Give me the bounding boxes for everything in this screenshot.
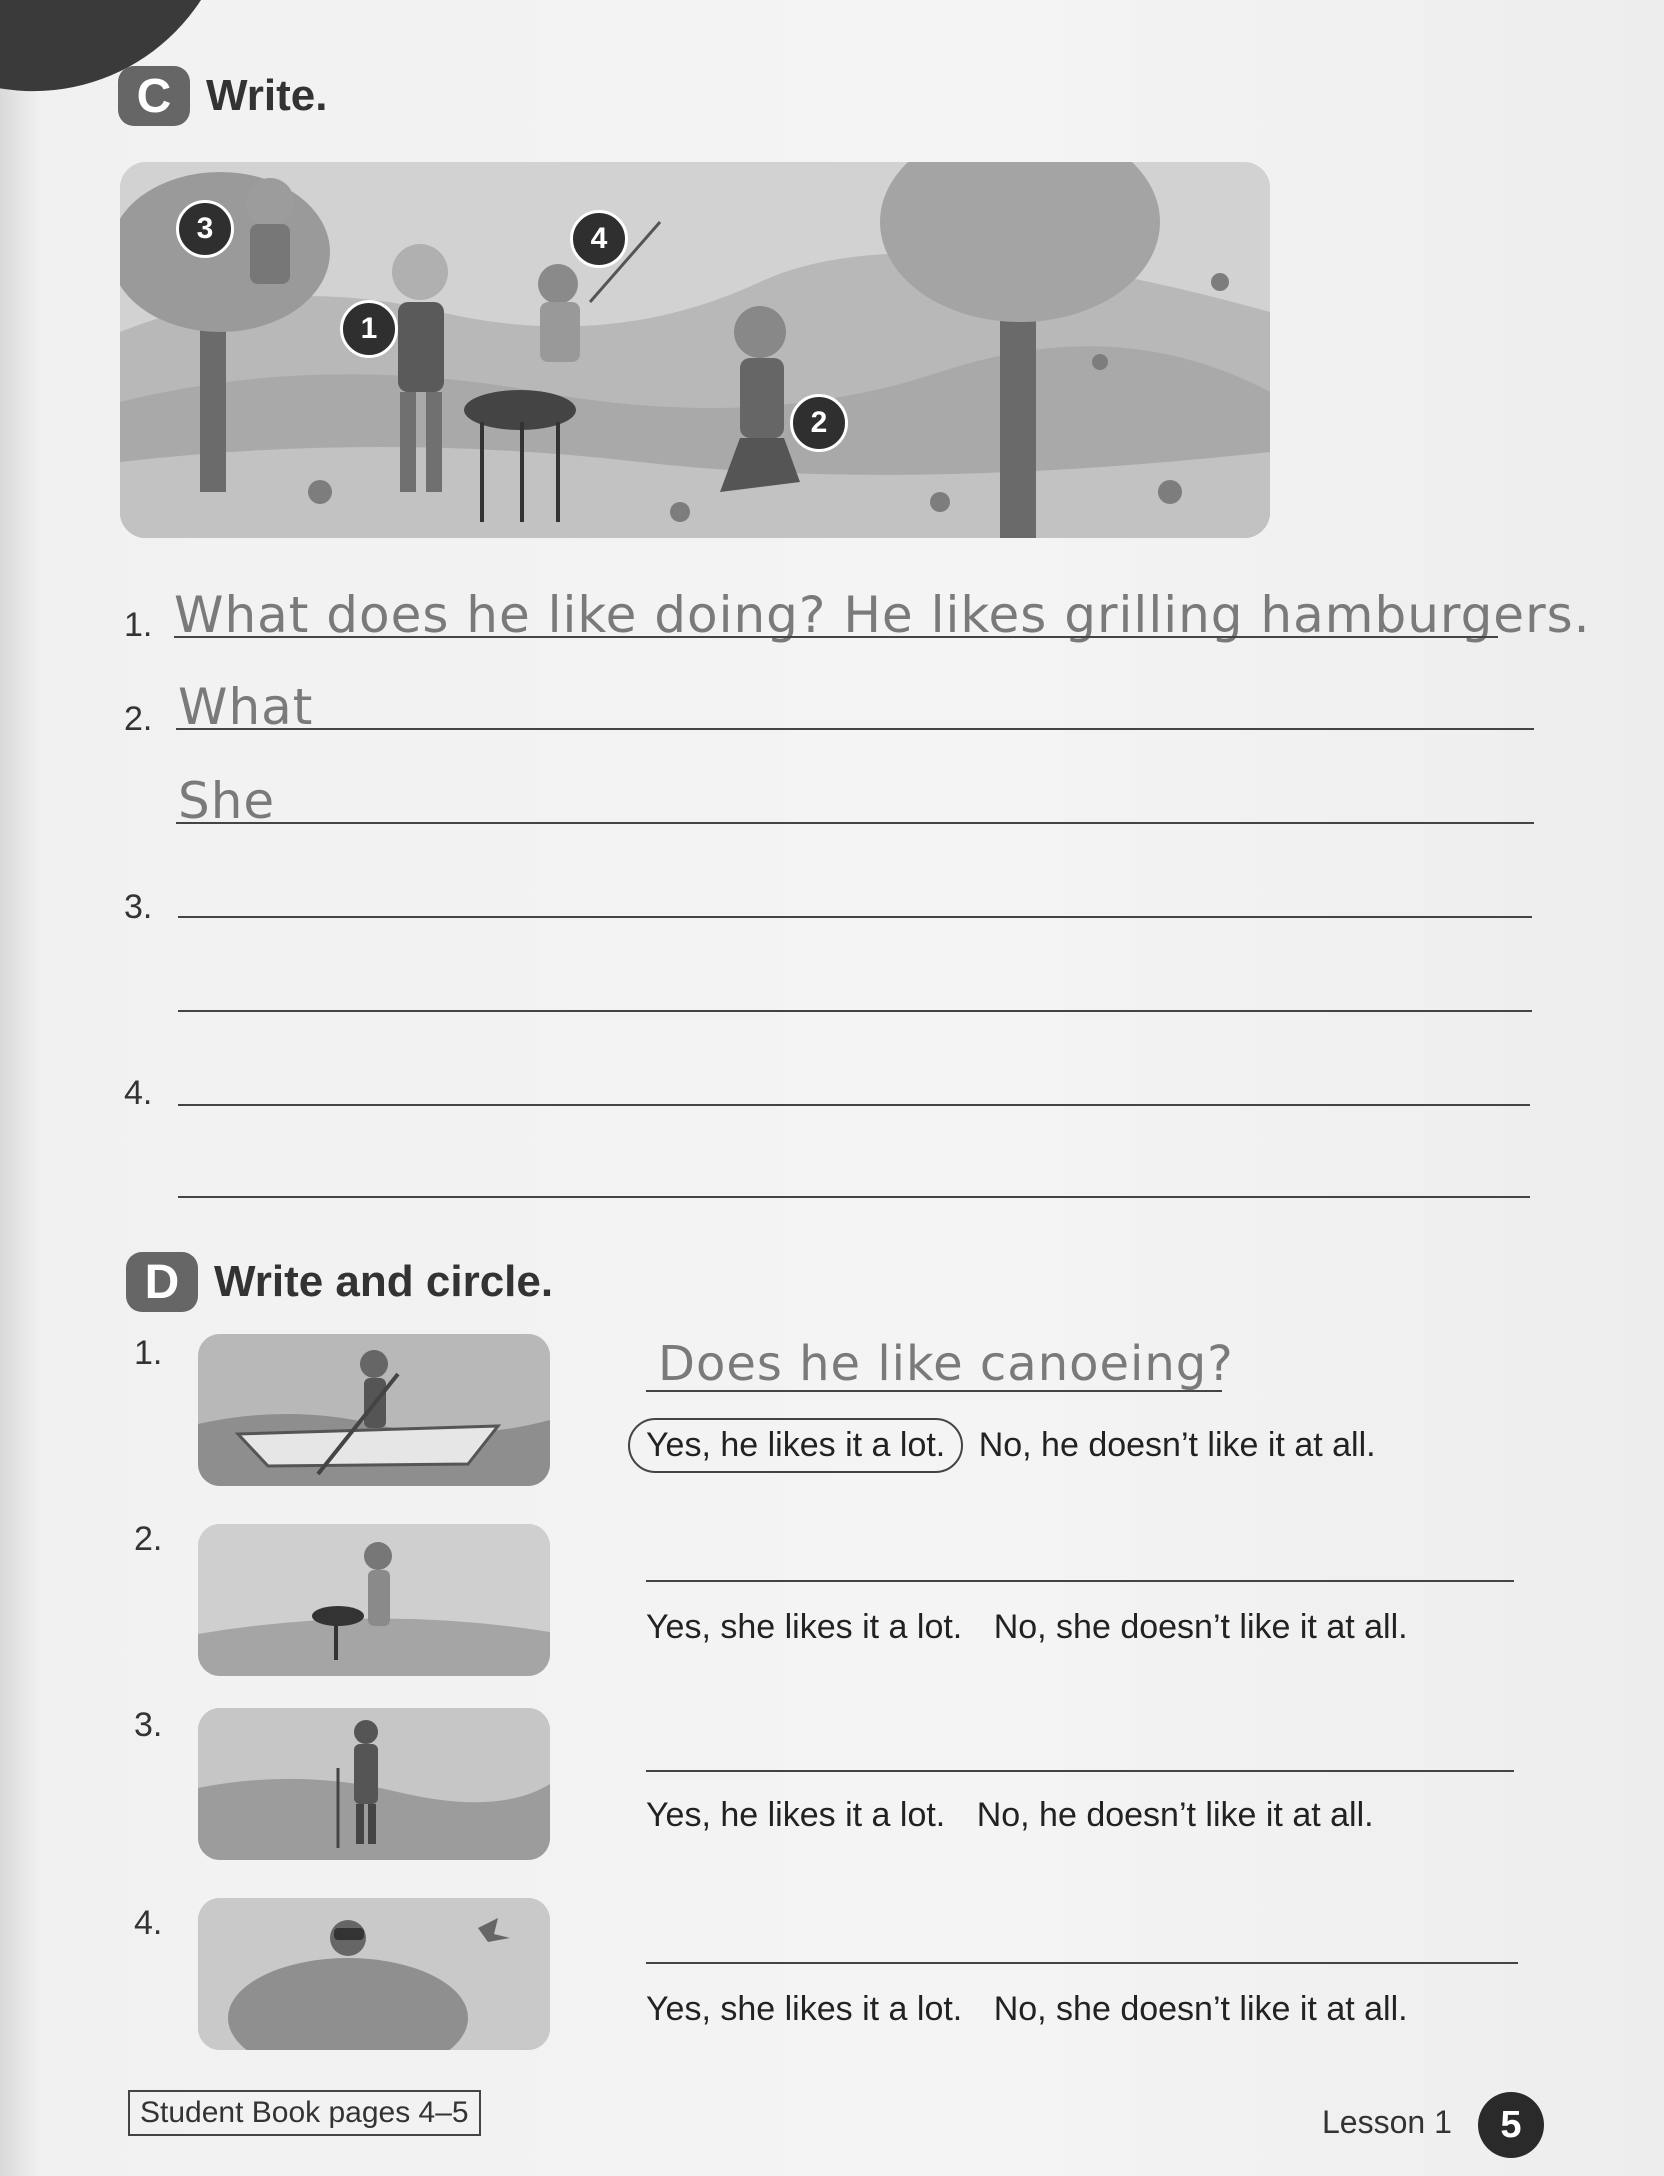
c-item-1-line[interactable] xyxy=(174,636,1498,638)
d-item-3-hiking-picture xyxy=(198,1708,550,1860)
d-item-1-question: Does he like canoeing? xyxy=(658,1336,1234,1392)
c-item-1-answer: What does he like doing? He likes grilling hamburgers. xyxy=(174,586,1591,644)
c-item-3-number: 3. xyxy=(124,888,153,926)
d-item-2-grilling-picture xyxy=(198,1524,550,1676)
section-c-title: Write. xyxy=(206,71,328,120)
d-item-4-birdwatching-picture xyxy=(198,1898,550,2050)
d-item-2-choice-yes[interactable]: Yes, she likes it a lot. xyxy=(646,1608,963,1646)
section-d-header xyxy=(126,1252,553,1312)
d-item-4-choice-yes[interactable]: Yes, she likes it a lot. xyxy=(646,1990,963,2028)
c-item-4-line-2[interactable] xyxy=(178,1196,1530,1198)
d-item-3-choice-yes[interactable]: Yes, he likes it a lot. xyxy=(646,1796,946,1834)
c-item-2-line-2[interactable] xyxy=(176,822,1534,824)
d-item-1-choice-yes[interactable]: Yes, he likes it a lot. xyxy=(628,1418,963,1473)
scene-badge-4: 4 xyxy=(570,210,628,268)
c-item-1-number: 1. xyxy=(124,606,153,644)
page-number: 5 xyxy=(1478,2092,1544,2158)
d-item-1-choices xyxy=(646,1418,1376,1473)
d-item-4-line[interactable] xyxy=(646,1962,1518,1964)
park-scene-illustration xyxy=(120,162,1270,538)
d-item-3-line[interactable] xyxy=(646,1770,1514,1772)
c-item-2-line-1[interactable] xyxy=(176,728,1534,730)
c-item-2-line-1-text: What xyxy=(178,678,314,736)
d-item-4-number: 4. xyxy=(134,1904,163,1942)
d-item-3-choices xyxy=(646,1796,1374,1835)
d-item-2-line[interactable] xyxy=(646,1580,1514,1582)
d-item-4-choice-no[interactable]: No, she doesn’t like it at all. xyxy=(993,1990,1408,2028)
d-item-1-line[interactable] xyxy=(646,1390,1222,1392)
section-d-title: Write and circle. xyxy=(214,1257,554,1306)
c-item-3-line-1[interactable] xyxy=(178,916,1532,918)
c-item-2-line-2-text: She xyxy=(178,772,276,830)
d-item-4-choices xyxy=(646,1990,1408,2029)
d-item-1-number: 1. xyxy=(134,1334,163,1372)
c-item-3-line-2[interactable] xyxy=(178,1010,1532,1012)
section-c-header xyxy=(118,66,327,126)
c-item-2-number: 2. xyxy=(124,700,153,738)
scene-badge-1: 1 xyxy=(340,300,398,358)
d-item-2-choice-no[interactable]: No, she doesn’t like it at all. xyxy=(993,1608,1408,1646)
d-item-2-number: 2. xyxy=(134,1520,163,1558)
d-item-3-number: 3. xyxy=(134,1706,163,1744)
scene-badge-3: 3 xyxy=(176,200,234,258)
d-item-3-choice-no[interactable]: No, he doesn’t like it at all. xyxy=(976,1796,1374,1834)
section-c-badge: C xyxy=(118,66,190,126)
scene-badge-2: 2 xyxy=(790,394,848,452)
d-item-1-choice-no[interactable]: No, he doesn’t like it at all. xyxy=(978,1426,1376,1464)
c-item-4-line-1[interactable] xyxy=(178,1104,1530,1106)
d-item-2-choices xyxy=(646,1608,1408,1647)
student-book-reference: Student Book pages 4–5 xyxy=(128,2090,481,2136)
lesson-label: Lesson 1 xyxy=(1322,2104,1452,2140)
section-d-badge: D xyxy=(126,1252,198,1312)
d-item-1-canoe-picture xyxy=(198,1334,550,1486)
c-item-4-number: 4. xyxy=(124,1074,153,1112)
